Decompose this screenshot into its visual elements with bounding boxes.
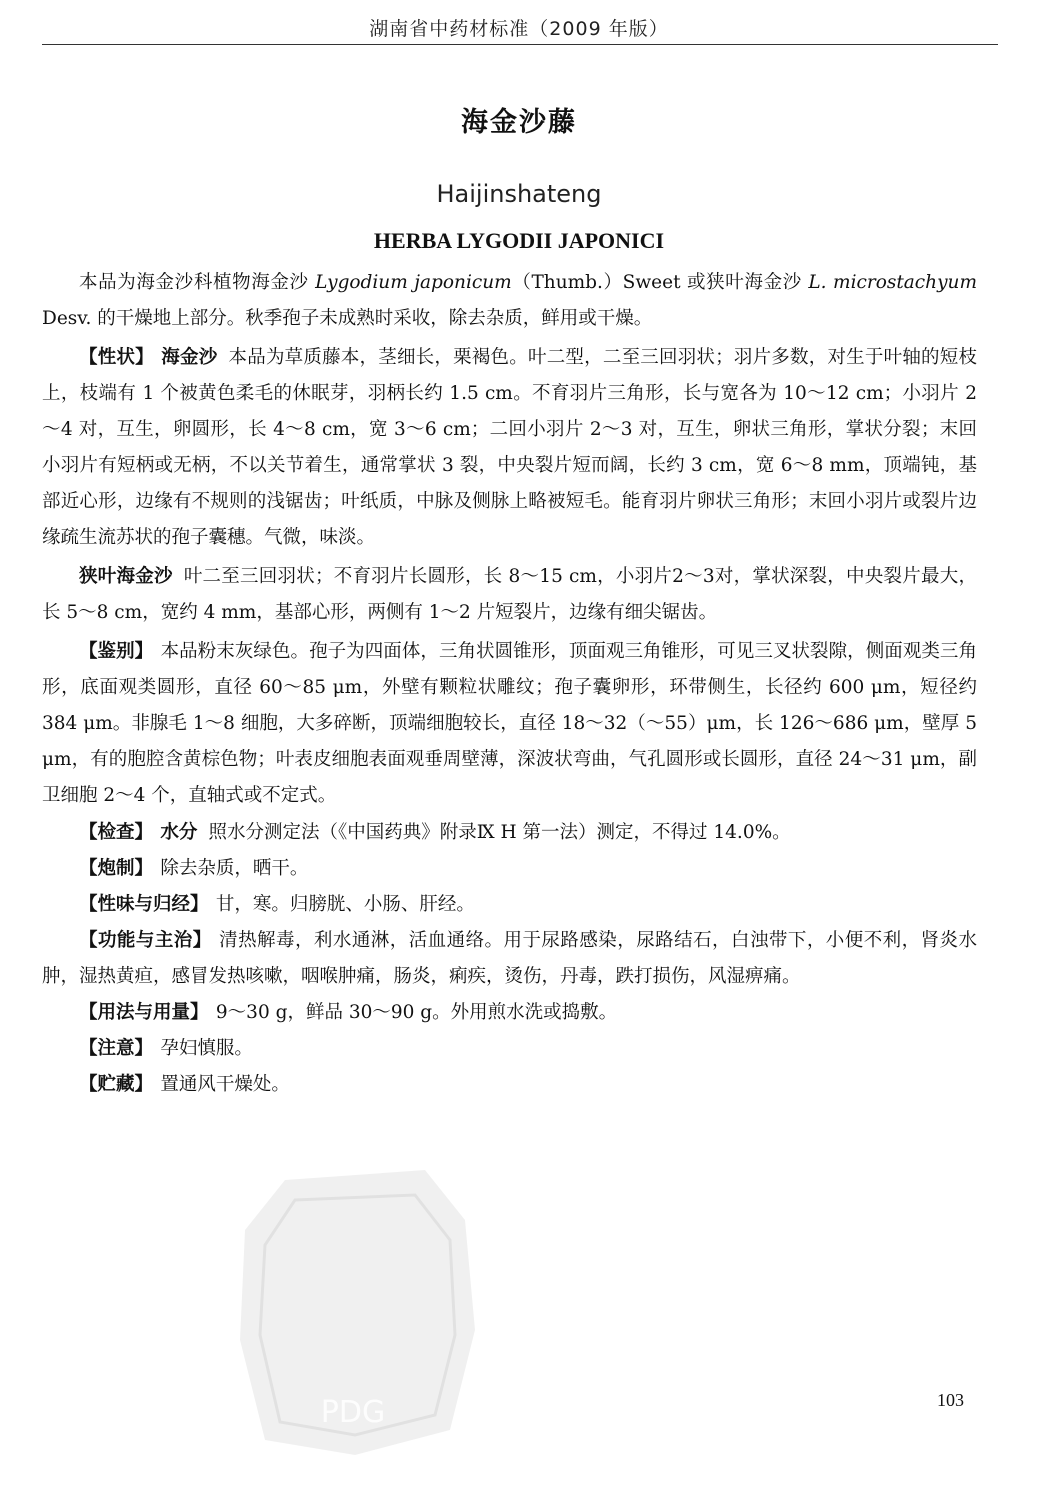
header-text: 湖南省中药材标准（2009 年版）	[369, 18, 669, 40]
monograph-body	[42, 265, 977, 1103]
section-label: 【功能与主治】	[79, 930, 212, 951]
watermark-text: PDG	[320, 1395, 386, 1430]
latin-name: HERBA LYGODII JAPONICI	[373, 228, 665, 253]
intro-paragraph: 本品为海金沙科植物海金沙 Lygodium japonicum（Thumb.）Sweet 或狭叶海金沙 L. microstachyum Desv. 的干燥地上部分。秋季孢子未成熟时采收，除去杂质，鲜用或干燥。	[42, 272, 977, 329]
section-label: 【检查】	[79, 822, 154, 843]
section-jiancha: 【检查】 水分 照水分测定法（《中国药典》附录Ⅸ H 第一法）测定，不得过 14.0%。	[79, 822, 791, 843]
section-xingzhuang-narrow: 狭叶海金沙 叶二至三回羽状；不育羽片长圆形，长 8～15 cm，小羽片2～3对，掌状深裂，中央裂片最大，长 5～8 cm，宽约 4 mm，基部心形，两侧有 1～2 片短裂片，边缘有细尖锯齿。	[42, 566, 977, 623]
header-rule	[42, 44, 998, 45]
section-xingwei: 【性味与归经】 甘，寒。归膀胱、小肠、肝经。	[79, 894, 475, 915]
section-label: 【注意】	[79, 1038, 154, 1059]
subsection-label: 狭叶海金沙	[79, 566, 173, 587]
section-label: 【用法与用量】	[79, 1002, 209, 1023]
page-number: 103	[937, 1390, 964, 1410]
section-label: 【鉴别】	[79, 641, 154, 662]
section-label: 【炮制】	[79, 858, 154, 879]
subsection-label: 水分	[160, 822, 198, 843]
section-xingzhuang: 【性状】 海金沙 本品为草质藤本，茎细长，栗褐色。叶二型，二至三回羽状；羽片多数，对生于叶轴的短枝上，枝端有 1 个被黄色柔毛的休眠芽，羽柄长约 1.5 cm。不育羽片三角形，长与宽各为 10～12 cm；小羽片 2～4 对，互生，卵圆形，长 4～8 cm，宽 3～6 cm；二回小羽片 2～3 对，互生，卵状三角形，掌状分裂；末回小羽片有短柄或无柄，不以关节着生，通常掌状 3 裂，中央裂片短而阔，长约 3 cm，宽 6～8 mm，顶端钝，基部近心形，边缘有不规则的浅锯齿；叶纸质，中脉及侧脉上略被短毛。能育羽片卵状三角形；末回小羽片或裂片边缘疏生流苏状的孢子囊穗。气微，味淡。	[42, 347, 977, 548]
subsection-label: 海金沙	[161, 347, 218, 368]
section-label: 【贮藏】	[79, 1074, 154, 1095]
species-name-2: L. microstachyum	[808, 272, 977, 293]
watermark-seal-icon	[225, 1160, 485, 1460]
section-jianbie: 【鉴别】 本品粉末灰绿色。孢子为四面体，三角状圆锥形，顶面观三角锥形，可见三叉状裂隙，侧面观类三角形，底面观类圆形，直径 60～85 μm，外壁有颗粒状雕纹；孢子囊卵形，环带侧生，长径约 600 μm，短径约 384 μm。非腺毛 1～8 细胞，大多碎断，顶端细胞较长，直径 18～32（～55）μm，长 126～686 μm，壁厚 5 μm，有的胞腔含黄棕色物；叶表皮细胞表面观垂周壁薄，深波状弯曲，气孔圆形或长圆形，直径 24～31 μm，副卫细胞 2～4 个，直轴式或不定式。	[42, 641, 977, 806]
section-label: 【性状】	[79, 347, 154, 368]
section-yongfa: 【用法与用量】 9～30 g，鲜品 30～90 g。外用煎水洗或捣敷。	[79, 1002, 618, 1023]
species-name-1: Lygodium japonicum	[315, 272, 512, 293]
section-paozhi: 【炮制】 除去杂质，晒干。	[79, 858, 309, 879]
section-zhuyi: 【注意】 孕妇慎服。	[79, 1038, 253, 1059]
section-label: 【性味与归经】	[79, 894, 209, 915]
monograph-title: 海金沙藤	[461, 107, 577, 138]
section-zhucang: 【贮藏】 置通风干燥处。	[79, 1074, 290, 1095]
pinyin-name: Haijinshateng	[436, 180, 602, 208]
section-gongneng: 【功能与主治】 清热解毒，利水通淋，活血通络。用于尿路感染，尿路结石，白浊带下，小便不利，肾炎水肿，湿热黄疸，感冒发热咳嗽，咽喉肿痛，肠炎，痢疾，烫伤，丹毒，跌打损伤，风湿痹痛。	[42, 930, 977, 987]
running-header	[0, 0, 1038, 48]
